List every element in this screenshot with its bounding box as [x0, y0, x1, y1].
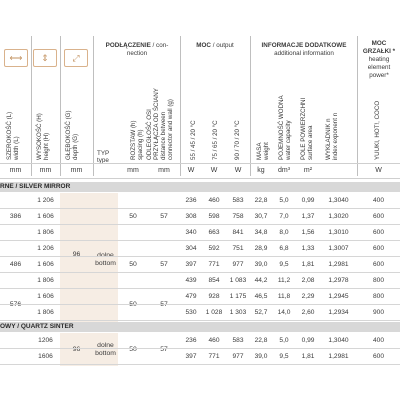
unit-cell: W — [187, 167, 195, 174]
cell-m3: 977 — [232, 353, 244, 360]
unit-cell: dm³ — [277, 167, 291, 174]
cell-m1: 340 — [185, 229, 197, 236]
cell-poj: 7,0 — [279, 213, 289, 220]
cell-poj: 14,0 — [277, 309, 291, 316]
spacing-value: 50 — [129, 261, 137, 268]
cell-n: 1,3040 — [328, 337, 349, 344]
width-value: 386 — [9, 213, 22, 220]
units-row — [0, 163, 400, 179]
exponent-column-header: WYKŁADNIK n index exponent n — [325, 112, 339, 160]
cell-n: 1,2945 — [328, 293, 349, 300]
cell-h: 1 606 — [37, 293, 54, 300]
cell-m2: 771 — [208, 261, 220, 268]
cell-masa: 28,9 — [254, 245, 268, 252]
cell-gr: 800 — [372, 277, 384, 284]
table-row — [0, 289, 400, 305]
section-header-silver-mirror: RNE / SILVER MIRROR — [0, 182, 400, 192]
cell-m1: 397 — [185, 261, 197, 268]
heater-models-column-header: YUUKI, HOT!, COCO — [374, 100, 381, 160]
cell-h: 1206 — [38, 337, 53, 344]
cell-m2: 1 028 — [205, 309, 223, 316]
weight-column-header: MASA weight — [256, 142, 270, 160]
cell-m3: 758 — [232, 213, 244, 220]
cell-h: 1 806 — [37, 277, 54, 284]
cell-h: 1 806 — [37, 229, 54, 236]
cell-m2: 460 — [208, 337, 220, 344]
cell-h: 1 606 — [37, 261, 54, 268]
unit-cell: W — [234, 167, 242, 174]
cell-gr: 900 — [372, 309, 384, 316]
spacing-value: 50 — [129, 213, 137, 220]
cell-poj: 9,5 — [279, 261, 289, 268]
width-arrows-icon: ⟷ — [4, 49, 28, 67]
cell-poj: 6,8 — [279, 245, 289, 252]
cell-n: 1,2981 — [328, 261, 349, 268]
depth-value: 96 — [72, 346, 81, 353]
depth-column-header: GŁĘBOKOŚĆ (G) depth (G) — [65, 110, 79, 160]
surface-area-column-header: POLE POWIERZCHNI surface area — [300, 97, 314, 160]
cell-masa: 44,2 — [254, 277, 268, 284]
wall-distance-value: 57 — [160, 213, 168, 220]
cell-n: 1,2981 — [328, 353, 349, 360]
cell-masa: 30,7 — [254, 213, 268, 220]
output-55-column-header: 55 / 45 / 20 °C — [190, 120, 197, 160]
unit-cell: mm — [39, 167, 52, 174]
unit-cell: m² — [303, 167, 313, 174]
connection-group-header: PODŁĄCZENIE / con- nection — [105, 42, 169, 57]
cell-n: 1,2978 — [328, 277, 349, 284]
output-group-header: MOC / output — [196, 42, 234, 49]
cell-masa: 39,0 — [254, 353, 268, 360]
unit-cell: mm — [158, 167, 170, 174]
cell-m1: 530 — [185, 309, 197, 316]
cell-masa: 34,8 — [254, 229, 268, 236]
column-divider — [60, 36, 61, 176]
cell-pole: 0,99 — [301, 197, 315, 204]
cell-masa: 22,8 — [254, 197, 268, 204]
column-divider — [31, 36, 32, 176]
cell-poj: 11,8 — [277, 293, 291, 300]
unit-cell: W — [210, 167, 218, 174]
spacing-value: 50 — [129, 346, 137, 353]
height-column-header: WYSOKOŚĆ (H) height (H) — [36, 113, 50, 160]
cell-gr: 800 — [372, 293, 384, 300]
table-row — [0, 225, 400, 241]
cell-m3: 583 — [232, 337, 244, 344]
cell-pole: 0,99 — [301, 337, 315, 344]
cell-m2: 771 — [208, 353, 220, 360]
table-row — [0, 273, 400, 289]
table-row — [0, 349, 400, 365]
output-75-column-header: 75 / 65 / 20 °C — [212, 120, 219, 160]
unit-cell: mm — [127, 167, 139, 174]
heating-power-group-header: MOC GRZAŁKI * heating element power* — [362, 40, 396, 79]
height-arrows-icon: ⇕ — [33, 49, 57, 67]
cell-m1: 304 — [185, 245, 197, 252]
output-90-column-header: 90 / 70 / 20 °C — [234, 120, 241, 160]
wall-distance-value: 57 — [160, 346, 168, 353]
width-value: 486 — [9, 261, 22, 268]
cell-n: 1,2934 — [328, 309, 349, 316]
cell-gr: 400 — [372, 337, 384, 344]
cell-n: 1,3010 — [328, 229, 349, 236]
type-value: dolne bottom — [95, 252, 116, 267]
wall-distance-value: 57 — [160, 261, 168, 268]
cell-gr: 400 — [372, 197, 384, 204]
water-capacity-column-header: POJEMNOŚĆ WODNA water capacity — [278, 95, 292, 160]
cell-poj: 5,0 — [279, 197, 289, 204]
cell-h: 1606 — [38, 353, 53, 360]
unit-cell: kg — [257, 167, 265, 174]
wall-distance-column-header: ODLEGŁOŚĆ OSI PRZYŁĄCZA OD ŚCIANY distance between connector and wall (g) — [146, 88, 174, 160]
cell-n: 1,3007 — [328, 245, 349, 252]
cell-m3: 841 — [232, 229, 244, 236]
cell-pole: 1,81 — [301, 261, 315, 268]
cell-poj: 5,0 — [279, 337, 289, 344]
depth-value: 96 — [72, 251, 81, 258]
cell-m2: 460 — [208, 197, 220, 204]
cell-masa: 39,0 — [254, 261, 268, 268]
cell-poj: 8,0 — [279, 229, 289, 236]
cell-m3: 1 083 — [229, 277, 247, 284]
cell-m2: 928 — [208, 293, 220, 300]
table-row — [0, 333, 400, 349]
cell-pole: 2,08 — [301, 277, 315, 284]
spacing-column-header: ROZSTAW (h) spacing (h) — [130, 120, 144, 160]
depth-diagonal-icon: ⤢ — [64, 49, 88, 67]
column-divider — [180, 36, 181, 176]
cell-masa: 52,7 — [254, 309, 268, 316]
cell-n: 1,3020 — [328, 213, 349, 220]
unit-cell: mm — [70, 167, 83, 174]
cell-pole: 2,29 — [301, 293, 315, 300]
unit-cell: mm — [9, 167, 22, 174]
cell-h: 1 206 — [37, 197, 54, 204]
cell-masa: 22,8 — [254, 337, 268, 344]
cell-m3: 1 303 — [229, 309, 247, 316]
cell-m2: 854 — [208, 277, 220, 284]
wall-distance-value: 57 — [160, 301, 168, 308]
type-column-header: TYP type — [97, 150, 110, 164]
cell-m2: 663 — [208, 229, 220, 236]
cell-m1: 308 — [185, 213, 197, 220]
cell-gr: 600 — [372, 245, 384, 252]
cell-n: 1,3040 — [328, 197, 349, 204]
cell-pole: 2,60 — [301, 309, 315, 316]
additional-info-group-header: INFORMACJE DODATKOWE additional information — [261, 42, 347, 57]
cell-pole: 1,56 — [301, 229, 315, 236]
cell-m1: 397 — [185, 353, 197, 360]
column-divider — [250, 36, 251, 176]
type-value: dolne bottom — [95, 342, 116, 357]
table-row — [0, 193, 400, 209]
cell-m1: 236 — [185, 337, 197, 344]
cell-gr: 600 — [372, 261, 384, 268]
section-header-quartz-sinter: OWY / QUARTZ SINTER — [0, 322, 400, 332]
cell-gr: 600 — [372, 229, 384, 236]
spacing-value: 50 — [129, 301, 137, 308]
unit-cell: W — [375, 167, 382, 174]
cell-h: 1 206 — [37, 245, 54, 252]
cell-m1: 236 — [185, 197, 197, 204]
cell-pole: 1,81 — [301, 353, 315, 360]
table-row — [0, 209, 400, 225]
table-row — [0, 305, 400, 321]
cell-m1: 439 — [185, 277, 197, 284]
cell-m3: 977 — [232, 261, 244, 268]
width-value: 576 — [9, 301, 22, 308]
cell-gr: 600 — [372, 353, 384, 360]
cell-h: 1 806 — [37, 309, 54, 316]
cell-m3: 1 175 — [229, 293, 247, 300]
cell-masa: 46,5 — [254, 293, 268, 300]
cell-h: 1 606 — [37, 213, 54, 220]
cell-pole: 1,33 — [301, 245, 315, 252]
cell-m2: 592 — [208, 245, 220, 252]
width-column-header: SZEROKOŚĆ (L) width (L) — [6, 111, 20, 160]
cell-pole: 1,37 — [301, 213, 315, 220]
table-row — [0, 241, 400, 257]
cell-m1: 479 — [185, 293, 197, 300]
cell-m3: 583 — [232, 197, 244, 204]
cell-m3: 751 — [232, 245, 244, 252]
cell-m2: 598 — [208, 213, 220, 220]
cell-gr: 600 — [372, 213, 384, 220]
column-divider — [93, 36, 94, 176]
cell-poj: 9,5 — [279, 353, 289, 360]
table-row — [0, 257, 400, 273]
cell-poj: 11,2 — [277, 277, 291, 284]
